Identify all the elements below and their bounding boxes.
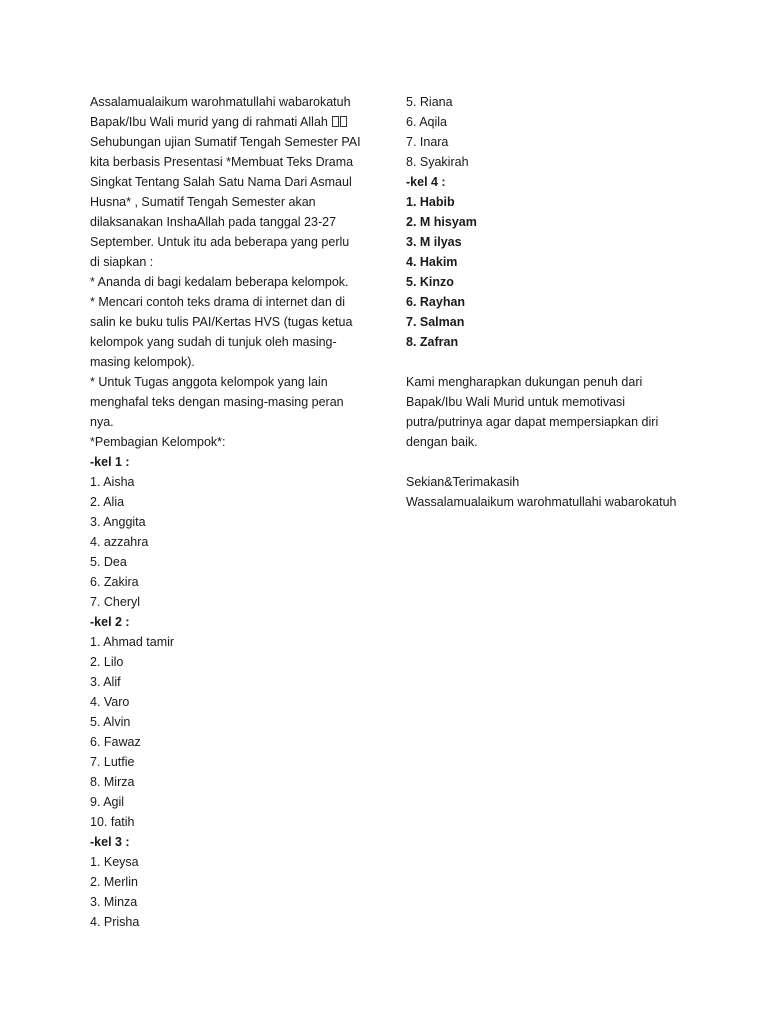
addressee-line: [90, 112, 362, 132]
list-item: 9. Agil: [90, 795, 125, 809]
announcement-paragraph: Sehubungan ujian Sumatif Tengah Semester PAI kita berbasis Presentasi *Membuat Teks Drama Singkat Tentang Salah Satu Nama Dari Asmaul Husna* , Sumatif Tengah Semester akan dilaksanakan InshaAllah pada tanggal 23-27 September. Untuk itu ada beberapa yang perlu di siapkan :: [90, 135, 361, 269]
list-item: 6. Zakira: [90, 575, 139, 589]
group-2-header: -kel 2 :: [90, 615, 130, 629]
list-item: 7. Inara: [406, 135, 449, 149]
instruction-memorize: * Untuk Tugas anggota kelompok yang lain menghafal teks dengan masing-masing peran nya.: [90, 375, 344, 429]
list-item: 3. M ilyas: [406, 235, 462, 249]
list-item: 7. Lutfie: [90, 755, 135, 769]
list-item: 3. Anggita: [90, 515, 146, 529]
left-column: [90, 92, 362, 932]
list-item: 8. Syakirah: [406, 155, 469, 169]
list-item: 2. M hisyam: [406, 215, 477, 229]
list-item: 4. Varo: [90, 695, 130, 709]
list-item: 7. Salman: [406, 315, 465, 329]
list-item: 6. Fawaz: [90, 735, 141, 749]
list-item: 5. Dea: [90, 555, 127, 569]
list-item: 4. azzahra: [90, 535, 149, 549]
list-item: 4. Hakim: [406, 255, 458, 269]
list-item: 10. fatih: [90, 815, 135, 829]
list-item: 5. Alvin: [90, 715, 131, 729]
list-item: 5. Kinzo: [406, 275, 454, 289]
group-4-header: -kel 4 :: [406, 175, 446, 189]
list-item: 1. Ahmad tamir: [90, 635, 175, 649]
list-item: 2. Alia: [90, 495, 125, 509]
instruction-groups: * Ananda di bagi kedalam beberapa kelompok.: [90, 275, 349, 289]
list-item: 7. Cheryl: [90, 595, 141, 609]
emoji-placeholder-icon: [340, 116, 347, 127]
list-item: 2. Merlin: [90, 875, 138, 889]
list-item: 8. Zafran: [406, 335, 459, 349]
instruction-search-text: * Mencari contoh teks drama di internet dan di salin ke buku tulis PAI/Kertas HVS (tugas ketua kelompok yang sudah di tunjuk oleh masing-masing kelompok).: [90, 295, 353, 369]
emoji-placeholder-icon: [332, 116, 339, 127]
list-item: 1. Keysa: [90, 855, 139, 869]
spacer: [406, 352, 682, 372]
list-item: 4. Prisha: [90, 915, 140, 929]
spacer: [406, 452, 682, 472]
list-item: 8. Mirza: [90, 775, 135, 789]
list-item: 3. Alif: [90, 675, 121, 689]
thanks-line: Sekian&Terimakasih: [406, 475, 520, 489]
closing-salam: Wassalamualaikum warohmatullahi wabarokatuh: [406, 495, 677, 509]
list-item: 1. Aisha: [90, 475, 135, 489]
list-item: 6. Rayhan: [406, 295, 466, 309]
list-item: 3. Minza: [90, 895, 138, 909]
list-item: 5. Riana: [406, 95, 453, 109]
greeting: Assalamualaikum warohmatullahi wabarokatuh: [90, 95, 351, 109]
list-item: 1. Habib: [406, 195, 455, 209]
addressee-text: Bapak/Ibu Wali murid yang di rahmati Allah: [90, 115, 328, 129]
right-column: [406, 92, 682, 512]
group-3-header: -kel 3 :: [90, 835, 130, 849]
list-item: 2. Lilo: [90, 655, 124, 669]
group-1-header: -kel 1 :: [90, 455, 130, 469]
list-item: 6. Aqila: [406, 115, 448, 129]
closing-paragraph: Kami mengharapkan dukungan penuh dari Bapak/Ibu Wali Murid untuk memotivasi putra/putrinya agar dapat mempersiapkan diri dengan baik.: [406, 375, 659, 449]
group-division-heading: *Pembagian Kelompok*:: [90, 435, 226, 449]
